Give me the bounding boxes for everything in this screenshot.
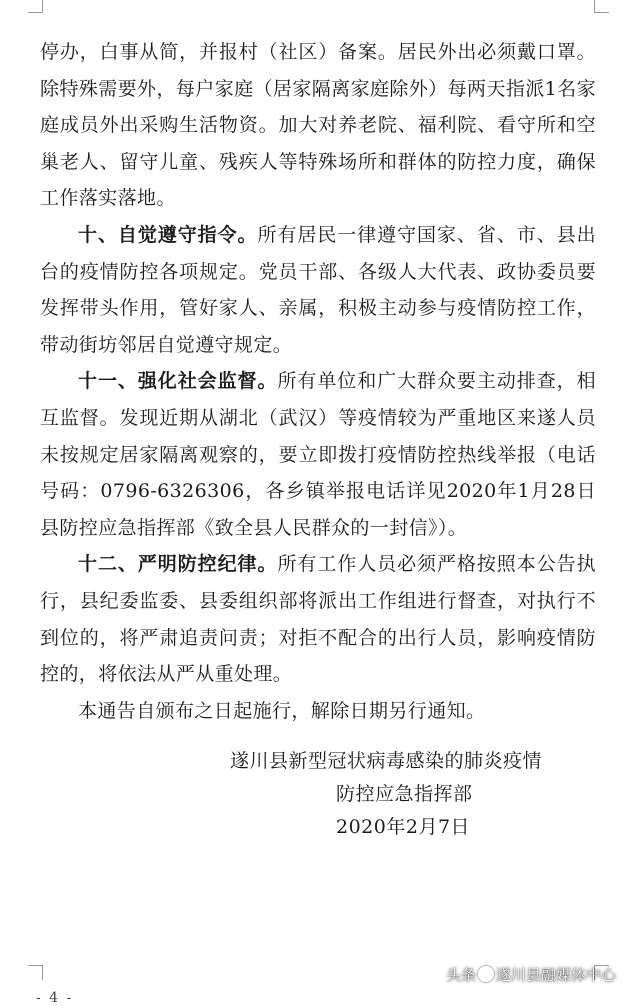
- watermark-prefix: 头条: [445, 966, 476, 984]
- watermark-handle: 遂川县融媒体中心: [495, 966, 616, 984]
- margin-mark-top-right: [594, 0, 609, 13]
- section-11-text: 所有单位和广大群众要主动排查，相互监督。发现近期从湖北（武汉）等疫情较为严重地区来遂人员未按规定居家隔离观察的，要立即拨打疫情防控热线举报（电话号码：0796-6326306，各乡镇举报电话详见2020年1月28日县防控应急指挥部《致全县人民群众的一封信》）。: [40, 370, 596, 539]
- source-watermark: [446, 964, 616, 985]
- margin-mark-top-left: [28, 0, 43, 13]
- margin-mark-bottom-left: [28, 965, 43, 980]
- section-10: [40, 217, 596, 363]
- section-11-heading: 十一、强化社会监督。: [78, 370, 278, 393]
- section-12: [40, 546, 596, 692]
- section-12-heading: 十二、严明防控纪律。: [78, 553, 278, 576]
- at-icon: [478, 966, 494, 982]
- section-12-text: 所有工作人员必须严格按照本公告执行，县纪委监委、县委组织部将派出工作组进行督查，对执行不到位的，将严肃追责问责；对拒不配合的出行人员，影响疫情防控的，将依法从严从重处理。: [40, 553, 596, 686]
- document-body: [40, 34, 596, 729]
- section-10-text: 所有居民一律遵守国家、省、市、县出台的疫情防控各项规定。党员干部、各级人大代表、政协委员要发挥带头作用，管好家人、亲属，积极主动参与疫情防控工作，带动街坊邻居自觉遵守规定。: [40, 223, 596, 356]
- signature-date: 2020年2月7日: [336, 816, 471, 838]
- closing-paragraph: 本通告自颁布之日起施行，解除日期另行通知。: [78, 699, 486, 722]
- signature-org-line2: 防控应急指挥部: [336, 783, 473, 805]
- signature-org-line1: 遂川县新型冠状病毒感染的肺炎疫情: [230, 750, 543, 772]
- section-11: [40, 363, 596, 546]
- page-number: - 4 -: [36, 990, 74, 1006]
- continuation-paragraph: 停办，白事从简，并报村（社区）备案。居民外出必须戴口罩。除特殊需要外，每户家庭（居家隔离家庭除外）每两天指派1名家庭成员外出采购生活物资。加大对养老院、福利院、看守所和空巢老人、留守儿童、残疾人等特殊场所和群体的防控力度，确保工作落实落地。: [40, 41, 596, 210]
- section-10-heading: 十、自觉遵守指令。: [78, 223, 258, 246]
